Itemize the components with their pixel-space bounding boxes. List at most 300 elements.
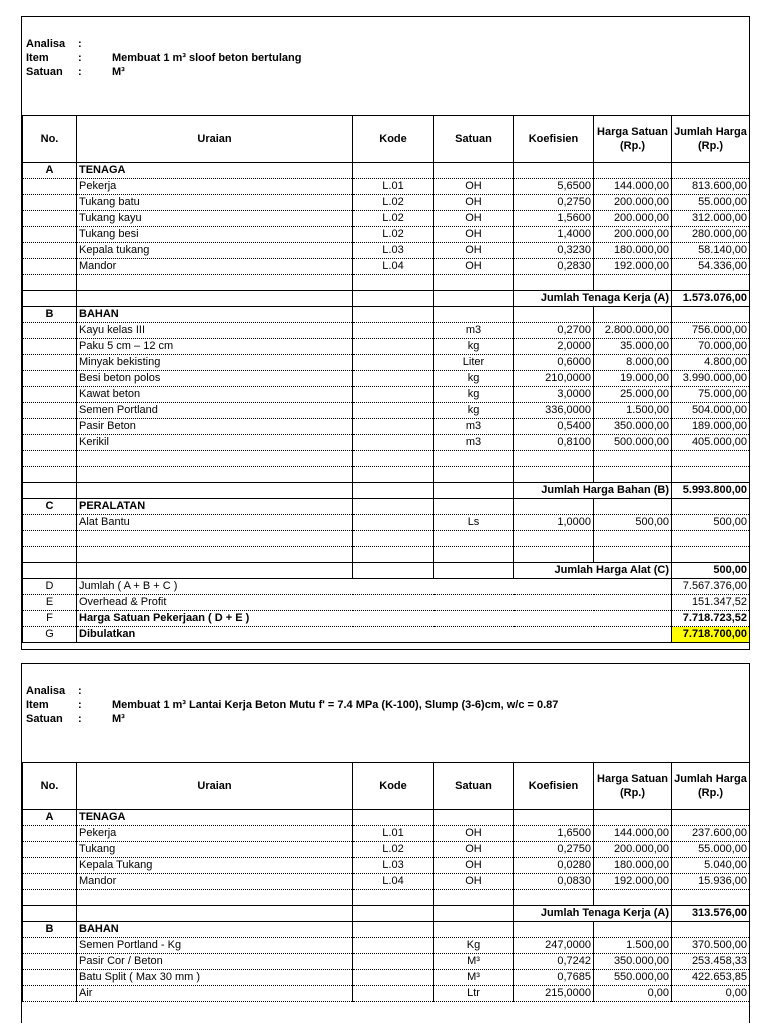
empty-cell bbox=[77, 483, 353, 499]
empty-cell bbox=[434, 291, 514, 307]
satuan-label: Satuan bbox=[26, 66, 63, 78]
empty-cell bbox=[594, 810, 672, 826]
empty-cell bbox=[23, 195, 77, 211]
table-cell: 215,0000 bbox=[514, 986, 594, 1002]
empty-cell bbox=[23, 387, 77, 403]
table-cell bbox=[353, 986, 434, 1002]
table-cell: OH bbox=[434, 227, 514, 243]
table-row bbox=[23, 515, 750, 531]
table-cell: 4.800,00 bbox=[672, 355, 750, 371]
col-header-kode: Kode bbox=[353, 763, 434, 810]
empty-cell bbox=[77, 531, 353, 547]
empty-cell bbox=[353, 906, 434, 922]
table-cell: OH bbox=[434, 211, 514, 227]
table-cell: 0,00 bbox=[594, 986, 672, 1002]
colon: : bbox=[78, 38, 82, 50]
table-cell: OH bbox=[434, 243, 514, 259]
table-cell: m3 bbox=[434, 419, 514, 435]
section-row bbox=[23, 163, 750, 179]
sheet-header bbox=[26, 684, 558, 726]
table-cell: 55.000,00 bbox=[672, 842, 750, 858]
table-cell: L.01 bbox=[353, 179, 434, 195]
table-cell: 25.000,00 bbox=[594, 387, 672, 403]
empty-cell bbox=[23, 874, 77, 890]
table-cell: BAHAN bbox=[77, 922, 353, 938]
table-cell: L.02 bbox=[353, 842, 434, 858]
summary-row bbox=[23, 627, 750, 643]
empty-cell bbox=[672, 531, 750, 547]
table-cell: Pasir Cor / Beton bbox=[77, 954, 353, 970]
table-cell: 192.000,00 bbox=[594, 259, 672, 275]
table-cell: L.04 bbox=[353, 259, 434, 275]
table-cell: 144.000,00 bbox=[594, 179, 672, 195]
table-cell bbox=[353, 435, 434, 451]
empty-cell bbox=[434, 890, 514, 906]
table-row bbox=[23, 970, 750, 986]
empty-cell bbox=[353, 810, 434, 826]
empty-cell bbox=[434, 547, 514, 563]
col-header-koefisien: Koefisien bbox=[514, 116, 594, 163]
table-row bbox=[23, 227, 750, 243]
col-header-uraian: Uraian bbox=[77, 116, 353, 163]
table-cell: Tukang bbox=[77, 842, 353, 858]
table-cell: 313.576,00 bbox=[672, 906, 750, 922]
table-row bbox=[23, 858, 750, 874]
table-cell: Semen Portland bbox=[77, 403, 353, 419]
empty-cell bbox=[23, 954, 77, 970]
subtotal-row bbox=[23, 291, 750, 307]
table-cell: m3 bbox=[434, 435, 514, 451]
col-header-no: No. bbox=[23, 763, 77, 810]
table-cell: 504.000,00 bbox=[672, 403, 750, 419]
empty-cell bbox=[594, 547, 672, 563]
table-cell: 180.000,00 bbox=[594, 243, 672, 259]
table-cell: 3,0000 bbox=[514, 387, 594, 403]
empty-cell bbox=[23, 323, 77, 339]
table-cell: 0,2750 bbox=[514, 842, 594, 858]
empty-row bbox=[23, 890, 750, 906]
table-cell: Kerikil bbox=[77, 435, 353, 451]
empty-cell bbox=[672, 499, 750, 515]
section-row bbox=[23, 922, 750, 938]
empty-cell bbox=[353, 307, 434, 323]
tbody-1 bbox=[23, 163, 750, 643]
table-cell: 350.000,00 bbox=[594, 954, 672, 970]
empty-cell bbox=[514, 451, 594, 467]
table-cell: 813.600,00 bbox=[672, 179, 750, 195]
analysis-sheet-2 bbox=[21, 663, 750, 1023]
empty-cell bbox=[434, 483, 514, 499]
empty-cell bbox=[23, 371, 77, 387]
table-cell: 0,0830 bbox=[514, 874, 594, 890]
table-cell bbox=[353, 355, 434, 371]
table-cell: 312.000,00 bbox=[672, 211, 750, 227]
table-row bbox=[23, 826, 750, 842]
table-row bbox=[23, 211, 750, 227]
table-cell bbox=[353, 371, 434, 387]
table-cell: 8.000,00 bbox=[594, 355, 672, 371]
empty-row bbox=[23, 467, 750, 483]
table-cell: L.02 bbox=[353, 195, 434, 211]
col-header-jumlah-harga: Jumlah Harga (Rp.) bbox=[672, 763, 750, 810]
empty-cell bbox=[23, 403, 77, 419]
table-cell: 550.000,00 bbox=[594, 970, 672, 986]
empty-cell bbox=[23, 531, 77, 547]
subtotal-row bbox=[23, 483, 750, 499]
table-row bbox=[23, 243, 750, 259]
table-cell: 0,2700 bbox=[514, 323, 594, 339]
table-cell: OH bbox=[434, 874, 514, 890]
table-cell: Tukang besi bbox=[77, 227, 353, 243]
table-cell: TENAGA bbox=[77, 163, 353, 179]
table-cell: Jumlah Harga Bahan (B) bbox=[514, 483, 672, 499]
table-cell: 0,7242 bbox=[514, 954, 594, 970]
table-cell: 1,5600 bbox=[514, 211, 594, 227]
empty-cell bbox=[23, 179, 77, 195]
empty-cell bbox=[353, 483, 434, 499]
table-cell: 200.000,00 bbox=[594, 211, 672, 227]
table-cell: Besi beton polos bbox=[77, 371, 353, 387]
table-cell: m3 bbox=[434, 323, 514, 339]
table-cell: kg bbox=[434, 339, 514, 355]
empty-cell bbox=[23, 938, 77, 954]
table-cell: 247,0000 bbox=[514, 938, 594, 954]
table-row bbox=[23, 938, 750, 954]
empty-cell bbox=[23, 275, 77, 291]
empty-cell bbox=[23, 211, 77, 227]
table-cell: 180.000,00 bbox=[594, 858, 672, 874]
empty-cell bbox=[434, 275, 514, 291]
table-cell: OH bbox=[434, 826, 514, 842]
table-row bbox=[23, 323, 750, 339]
item-label: Item bbox=[26, 699, 49, 711]
table-cell: 1,6500 bbox=[514, 826, 594, 842]
table-cell: PERALATAN bbox=[77, 499, 353, 515]
table-cell: B bbox=[23, 922, 77, 938]
table-cell bbox=[353, 339, 434, 355]
table-cell: 200.000,00 bbox=[594, 227, 672, 243]
empty-cell bbox=[353, 275, 434, 291]
empty-cell bbox=[434, 906, 514, 922]
table-cell: 500,00 bbox=[594, 515, 672, 531]
table-row bbox=[23, 419, 750, 435]
table-cell: Harga Satuan Pekerjaan ( D + E ) bbox=[77, 611, 672, 627]
empty-cell bbox=[434, 163, 514, 179]
table-cell: 336,0000 bbox=[514, 403, 594, 419]
table-cell: E bbox=[23, 595, 77, 611]
empty-cell bbox=[23, 858, 77, 874]
empty-cell bbox=[594, 307, 672, 323]
table-row bbox=[23, 403, 750, 419]
empty-cell bbox=[23, 563, 77, 579]
empty-cell bbox=[594, 499, 672, 515]
empty-cell bbox=[353, 531, 434, 547]
table-cell: 75.000,00 bbox=[672, 387, 750, 403]
table-cell: kg bbox=[434, 371, 514, 387]
table-cell: Alat Bantu bbox=[77, 515, 353, 531]
table-cell: L.01 bbox=[353, 826, 434, 842]
table-cell: 144.000,00 bbox=[594, 826, 672, 842]
table-cell: Jumlah Tenaga Kerja (A) bbox=[514, 291, 672, 307]
table-cell: OH bbox=[434, 858, 514, 874]
empty-row bbox=[23, 275, 750, 291]
empty-cell bbox=[23, 435, 77, 451]
empty-cell bbox=[514, 547, 594, 563]
empty-cell bbox=[77, 563, 353, 579]
table-cell: F bbox=[23, 611, 77, 627]
empty-cell bbox=[23, 515, 77, 531]
col-header-harga-satuan: Harga Satuan (Rp.) bbox=[594, 116, 672, 163]
col-header-satuan: Satuan bbox=[434, 116, 514, 163]
empty-row bbox=[23, 531, 750, 547]
empty-cell bbox=[353, 922, 434, 938]
table-cell: 500,00 bbox=[672, 563, 750, 579]
empty-cell bbox=[23, 467, 77, 483]
empty-cell bbox=[77, 890, 353, 906]
table-cell: Tukang kayu bbox=[77, 211, 353, 227]
table-cell: Kg bbox=[434, 938, 514, 954]
colon: : bbox=[78, 685, 82, 697]
col-header-uraian: Uraian bbox=[77, 763, 353, 810]
table-cell: 54.336,00 bbox=[672, 259, 750, 275]
cost-table bbox=[22, 115, 750, 643]
table-cell: A bbox=[23, 810, 77, 826]
table-cell: 210,0000 bbox=[514, 371, 594, 387]
rounded-total: 7.718.700,00 bbox=[672, 627, 750, 643]
table-cell: 0,00 bbox=[672, 986, 750, 1002]
table-cell: A bbox=[23, 163, 77, 179]
table-cell bbox=[353, 419, 434, 435]
col-header-no: No. bbox=[23, 116, 77, 163]
empty-cell bbox=[23, 291, 77, 307]
summary-row bbox=[23, 579, 750, 595]
empty-cell bbox=[672, 275, 750, 291]
table-cell: 0,5400 bbox=[514, 419, 594, 435]
table-cell: 1.500,00 bbox=[594, 938, 672, 954]
table-cell: 189.000,00 bbox=[672, 419, 750, 435]
table-cell: 350.000,00 bbox=[594, 419, 672, 435]
table-cell: 500.000,00 bbox=[594, 435, 672, 451]
table-cell bbox=[353, 387, 434, 403]
table-cell: 7.718.723,52 bbox=[672, 611, 750, 627]
empty-cell bbox=[23, 243, 77, 259]
table-cell: BAHAN bbox=[77, 307, 353, 323]
section-row bbox=[23, 810, 750, 826]
table-cell: 58.140,00 bbox=[672, 243, 750, 259]
table-cell: L.02 bbox=[353, 227, 434, 243]
empty-cell bbox=[434, 563, 514, 579]
table-cell: Jumlah Tenaga Kerja (A) bbox=[514, 906, 672, 922]
empty-cell bbox=[77, 547, 353, 563]
summary-row bbox=[23, 611, 750, 627]
table-cell: M³ bbox=[434, 970, 514, 986]
empty-row bbox=[23, 547, 750, 563]
empty-cell bbox=[23, 890, 77, 906]
empty-cell bbox=[672, 890, 750, 906]
table-cell: 35.000,00 bbox=[594, 339, 672, 355]
section-row bbox=[23, 499, 750, 515]
col-header-jumlah-harga: Jumlah Harga (Rp.) bbox=[672, 116, 750, 163]
table-cell: 19.000,00 bbox=[594, 371, 672, 387]
table-cell: 1.500,00 bbox=[594, 403, 672, 419]
empty-cell bbox=[23, 826, 77, 842]
empty-cell bbox=[672, 810, 750, 826]
analysis-sheet-1 bbox=[21, 16, 750, 650]
col-header-satuan: Satuan bbox=[434, 763, 514, 810]
table-cell: Paku 5 cm – 12 cm bbox=[77, 339, 353, 355]
sheet-header bbox=[26, 37, 301, 79]
table-cell bbox=[353, 970, 434, 986]
empty-cell bbox=[77, 291, 353, 307]
empty-cell bbox=[353, 451, 434, 467]
empty-cell bbox=[514, 810, 594, 826]
empty-cell bbox=[672, 922, 750, 938]
table-cell: D bbox=[23, 579, 77, 595]
col-header-kode: Kode bbox=[353, 116, 434, 163]
table-cell: G bbox=[23, 627, 77, 643]
empty-cell bbox=[23, 483, 77, 499]
table-cell: TENAGA bbox=[77, 810, 353, 826]
empty-cell bbox=[594, 451, 672, 467]
table-cell: 0,2750 bbox=[514, 195, 594, 211]
empty-cell bbox=[594, 467, 672, 483]
table-row bbox=[23, 842, 750, 858]
table-cell: L.03 bbox=[353, 858, 434, 874]
colon: : bbox=[78, 713, 82, 725]
table-cell: 192.000,00 bbox=[594, 874, 672, 890]
table-cell: 370.500,00 bbox=[672, 938, 750, 954]
table-cell: 0,2830 bbox=[514, 259, 594, 275]
satuan-label: Satuan bbox=[26, 713, 63, 725]
table-cell bbox=[353, 515, 434, 531]
colon: : bbox=[78, 699, 82, 711]
empty-cell bbox=[434, 307, 514, 323]
table-cell: 70.000,00 bbox=[672, 339, 750, 355]
table-cell: OH bbox=[434, 259, 514, 275]
table-cell: 3.990.000,00 bbox=[672, 371, 750, 387]
empty-cell bbox=[77, 451, 353, 467]
table-cell: 500,00 bbox=[672, 515, 750, 531]
col-header-harga-satuan: Harga Satuan (Rp.) bbox=[594, 763, 672, 810]
table-cell: 5.040,00 bbox=[672, 858, 750, 874]
empty-cell bbox=[23, 906, 77, 922]
empty-cell bbox=[23, 339, 77, 355]
empty-cell bbox=[594, 922, 672, 938]
empty-cell bbox=[23, 842, 77, 858]
empty-cell bbox=[77, 467, 353, 483]
table-cell: Kepala tukang bbox=[77, 243, 353, 259]
empty-cell bbox=[23, 986, 77, 1002]
empty-cell bbox=[514, 922, 594, 938]
table-cell: L.02 bbox=[353, 211, 434, 227]
table-cell: OH bbox=[434, 842, 514, 858]
empty-cell bbox=[23, 355, 77, 371]
table-cell: 55.000,00 bbox=[672, 195, 750, 211]
table-cell: Minyak bekisting bbox=[77, 355, 353, 371]
table-header-row bbox=[23, 763, 750, 810]
table-cell: 1,4000 bbox=[514, 227, 594, 243]
table-cell: OH bbox=[434, 179, 514, 195]
analisa-label: Analisa bbox=[26, 38, 66, 50]
table-cell: 253.458,33 bbox=[672, 954, 750, 970]
empty-cell bbox=[672, 163, 750, 179]
empty-cell bbox=[77, 275, 353, 291]
table-cell: L.04 bbox=[353, 874, 434, 890]
table-cell: Pasir Beton bbox=[77, 419, 353, 435]
analisa-label: Analisa bbox=[26, 685, 66, 697]
empty-cell bbox=[434, 467, 514, 483]
empty-cell bbox=[672, 467, 750, 483]
empty-cell bbox=[514, 531, 594, 547]
table-cell: Pekerja bbox=[77, 179, 353, 195]
empty-cell bbox=[434, 531, 514, 547]
table-cell bbox=[353, 954, 434, 970]
table-cell: L.03 bbox=[353, 243, 434, 259]
empty-cell bbox=[514, 307, 594, 323]
table-row bbox=[23, 986, 750, 1002]
empty-cell bbox=[353, 291, 434, 307]
table-row bbox=[23, 371, 750, 387]
cost-table bbox=[22, 762, 750, 1002]
table-cell: 280.000,00 bbox=[672, 227, 750, 243]
table-row bbox=[23, 387, 750, 403]
empty-cell bbox=[23, 227, 77, 243]
table-cell: Ltr bbox=[434, 986, 514, 1002]
summary-row bbox=[23, 595, 750, 611]
table-cell: Overhead & Profit bbox=[77, 595, 672, 611]
empty-cell bbox=[353, 547, 434, 563]
table-cell: 2.800.000,00 bbox=[594, 323, 672, 339]
table-row bbox=[23, 259, 750, 275]
empty-cell bbox=[77, 906, 353, 922]
table-cell: 0,7685 bbox=[514, 970, 594, 986]
empty-cell bbox=[672, 547, 750, 563]
empty-cell bbox=[23, 451, 77, 467]
table-cell: Kawat beton bbox=[77, 387, 353, 403]
table-row bbox=[23, 195, 750, 211]
table-cell: Air bbox=[77, 986, 353, 1002]
empty-cell bbox=[594, 531, 672, 547]
table-cell: 7.567.376,00 bbox=[672, 579, 750, 595]
empty-cell bbox=[594, 275, 672, 291]
table-cell: Tukang batu bbox=[77, 195, 353, 211]
table-cell: 1,0000 bbox=[514, 515, 594, 531]
table-row bbox=[23, 339, 750, 355]
empty-cell bbox=[434, 810, 514, 826]
table-cell: 15.936,00 bbox=[672, 874, 750, 890]
section-row bbox=[23, 307, 750, 323]
table-cell bbox=[353, 403, 434, 419]
satuan-value: M³ bbox=[112, 66, 125, 78]
tbody-2 bbox=[23, 810, 750, 1002]
table-cell: Kepala Tukang bbox=[77, 858, 353, 874]
empty-cell bbox=[23, 547, 77, 563]
table-cell: Ls bbox=[434, 515, 514, 531]
table-cell: 0,8100 bbox=[514, 435, 594, 451]
empty-cell bbox=[353, 499, 434, 515]
table-cell: 151.347,52 bbox=[672, 595, 750, 611]
table-cell bbox=[353, 938, 434, 954]
table-cell: Batu Split ( Max 30 mm ) bbox=[77, 970, 353, 986]
table-cell: OH bbox=[434, 195, 514, 211]
empty-cell bbox=[594, 890, 672, 906]
table-cell: kg bbox=[434, 387, 514, 403]
table-row bbox=[23, 874, 750, 890]
table-cell: Liter bbox=[434, 355, 514, 371]
table-cell: C bbox=[23, 499, 77, 515]
empty-cell bbox=[434, 922, 514, 938]
table-header-row bbox=[23, 116, 750, 163]
